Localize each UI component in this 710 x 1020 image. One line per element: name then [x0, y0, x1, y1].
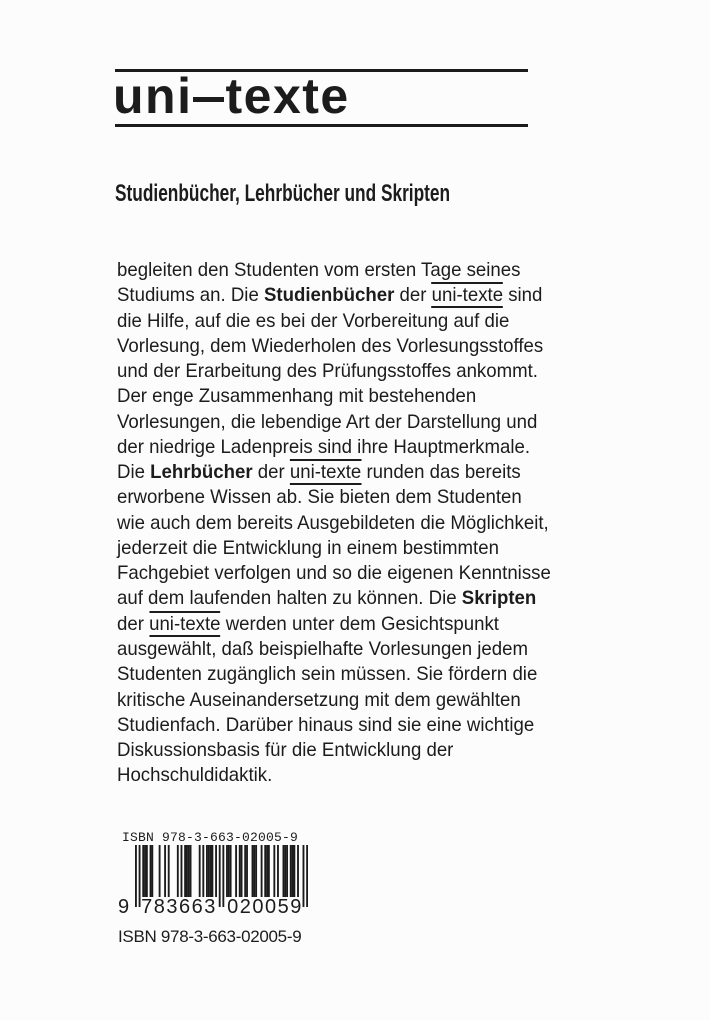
body-line: Vorlesungen, die lebendige Art der Darstellung und	[117, 410, 538, 433]
uni-texte-inline-mark: uni-texte	[289, 461, 362, 484]
series-subtitle: Studienbücher, Lehrbücher und Skripten	[115, 180, 451, 207]
body-line: der uni-texte werden unter dem Gesichtspunkt	[117, 612, 499, 635]
isbn-label-bottom: ISBN 978-3-663-02005-9	[118, 927, 302, 946]
logo-dash	[193, 97, 224, 102]
body-line: und der Erarbeitung des Prüfungsstoffes ankommt.	[117, 360, 538, 383]
body-line: Vorlesung, dem Wiederholen des Vorlesungsstoffes	[117, 334, 544, 357]
ean-digit-first: 9	[118, 896, 130, 918]
body-line: wie auch dem bereits Ausgebildeten die Möglichkeit,	[117, 511, 549, 534]
body-line: auf dem laufenden halten zu können. Die Skripten	[117, 587, 537, 610]
body-line: Die Lehrbücher der uni-texte runden das bereits	[117, 461, 521, 484]
body-line: die Hilfe, auf die es bei der Vorbereitung auf die	[117, 309, 510, 332]
body-paragraph	[117, 258, 551, 789]
uni-texte-inline-mark: uni-texte	[149, 612, 221, 635]
body-line: Studenten zugänglich sein müssen. Sie fördern die	[117, 663, 538, 686]
logo-word-texte: texte	[225, 68, 350, 124]
body-line: Studienfach. Darüber hinaus sind sie eine wichtige	[117, 713, 535, 736]
logo-word-uni: uni	[113, 68, 193, 124]
body-line: der niedrige Ladenpreis sind ihre Hauptmerkmale.	[117, 435, 531, 458]
body-line: Studiums an. Die Studienbücher der uni-texte sind	[117, 284, 543, 307]
body-line: Der enge Zusammenhang mit bestehenden	[117, 385, 477, 408]
body-line: Diskussionsbasis für die Entwicklung der	[117, 739, 454, 762]
isbn-label-mono: ISBN 978-3-663-02005-9	[122, 830, 299, 845]
ean-digits-left: 783663	[141, 896, 217, 918]
masthead-rule-bottom	[115, 124, 528, 127]
body-line: jederzeit die Entwicklung in einem bestimmten	[117, 536, 499, 559]
body-line: kritische Auseinandersetzung mit dem gewählten	[117, 688, 521, 711]
body-line: Fachgebiet verfolgen und so die eigenen Kenntnisse	[117, 562, 551, 585]
body-line: erworbene Wissen ab. Sie bieten dem Studenten	[117, 486, 522, 509]
body-line: begleiten den Studenten vom ersten Tage seines	[117, 259, 521, 281]
publisher-logo	[113, 68, 350, 124]
ean-digits-right: 020059	[227, 896, 303, 918]
uni-texte-inline-mark: uni-texte	[431, 284, 504, 307]
body-line: ausgewählt, daß beispielhafte Vorlesungen jedem	[117, 637, 529, 660]
body-line: Hochschuldidaktik.	[117, 764, 273, 787]
